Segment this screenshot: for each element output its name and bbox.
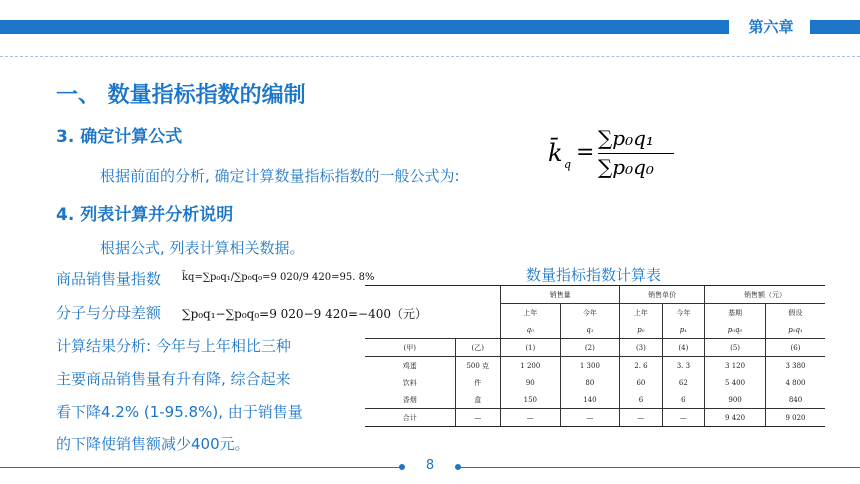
quantity-index-formula: k̄ q = ∑p₀q₁ ∑p₀q₀ bbox=[548, 126, 678, 182]
difference-formula: ∑p₀q₁−∑p₀q₀=9 020−9 420=−400（元） bbox=[182, 307, 427, 321]
page-number: 8 bbox=[425, 458, 435, 473]
step3-heading: 3. 确定计算公式 bbox=[56, 127, 183, 147]
calculation-table bbox=[365, 285, 825, 427]
footer-dot-left bbox=[399, 464, 405, 470]
table-symbol-row: q₀ q₁ p₀ p₁ p₀q₀ p₀q₁ bbox=[365, 321, 825, 339]
table-total-row: 合计 — — — — — 9 420 9 020 bbox=[365, 409, 825, 427]
table-row: 饮料 件 90 80 60 62 5 400 4 800 bbox=[365, 374, 825, 391]
header-bar-left bbox=[0, 20, 729, 34]
sub-header: 基期 bbox=[705, 304, 766, 322]
analysis-line: 的下降使销售额减少400元。 bbox=[56, 435, 250, 453]
table-group-header-row bbox=[365, 286, 825, 304]
group-header: 销售量 bbox=[501, 286, 620, 304]
table-row: 鸡蛋 500 克 1 200 1 300 2. 6 3. 3 3 120 3 380 bbox=[365, 357, 825, 375]
section-title: 一、 数量指标指数的编制 bbox=[56, 83, 306, 108]
sales-index-formula: k̄q=∑p₀q₁/∑p₀q₀=9 020/9 420=95. 8% bbox=[182, 272, 375, 283]
group-header: 销售单价 bbox=[620, 286, 705, 304]
sales-index-label: 商品销售量指数 bbox=[56, 270, 162, 288]
sub-header: 今年 bbox=[662, 304, 704, 322]
footer-line-left bbox=[0, 467, 402, 468]
table-title: 数量指标指数计算表 bbox=[526, 266, 662, 284]
table-row: 香烟 盒 150 140 6 6 900 840 bbox=[365, 391, 825, 409]
chapter-label: 第六章 bbox=[748, 18, 794, 36]
header-divider bbox=[0, 56, 860, 57]
footer-line-right bbox=[458, 467, 860, 468]
group-header: 销售额（元） bbox=[705, 286, 825, 304]
sub-header: 今年 bbox=[560, 304, 620, 322]
analysis-line: 看下降4.2% (1-95.8%), 由于销售量 bbox=[56, 403, 303, 421]
step4-line1: 根据公式, 列表计算相关数据。 bbox=[100, 239, 305, 257]
sub-header: 上年 bbox=[501, 304, 561, 322]
sub-header: 上年 bbox=[620, 304, 662, 322]
header-bar-right bbox=[810, 20, 860, 34]
analysis-line: 计算结果分析: 今年与上年相比三种 bbox=[56, 337, 291, 355]
step4-heading: 4. 列表计算并分析说明 bbox=[56, 205, 234, 225]
table-sub-header-row bbox=[365, 304, 825, 322]
step3-text: 根据前面的分析, 确定计算数量指标指数的一般公式为: bbox=[100, 167, 460, 185]
table-index-row: (甲) (乙) (1) (2) (3) (4) (5) (6) bbox=[365, 339, 825, 357]
sub-header: 假设 bbox=[766, 304, 826, 322]
analysis-line: 主要商品销售量有升有降, 综合起来 bbox=[56, 370, 291, 388]
difference-label: 分子与分母差额 bbox=[56, 304, 162, 322]
